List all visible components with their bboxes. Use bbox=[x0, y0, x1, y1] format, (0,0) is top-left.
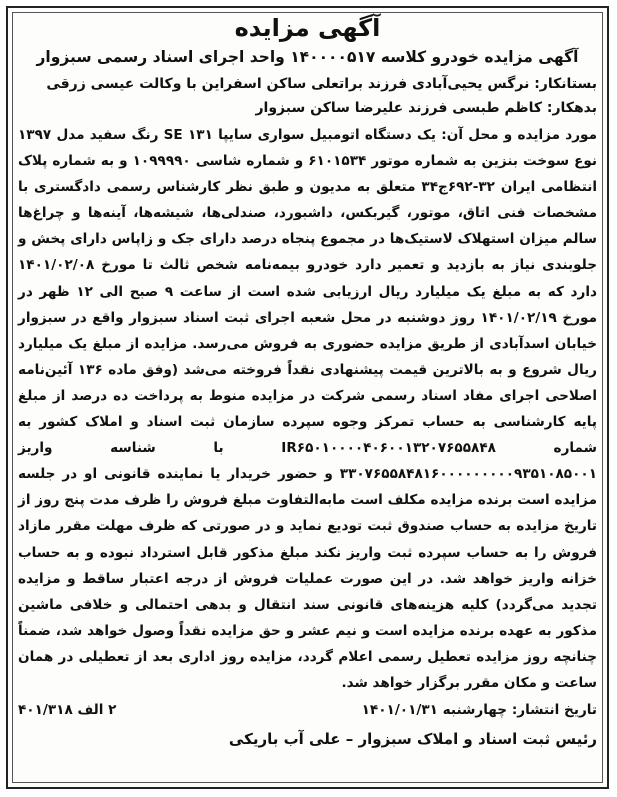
notice-subtitle: آگهی مزایده خودرو کلاسه ۱۴۰۰۰۰۵۱۷ واحد اجرای اسناد رسمی سبزوار bbox=[36, 48, 579, 66]
publish-date: تاریخ انتشار: چهارشنبه ۱۴۰۱/۰۱/۳۱ bbox=[361, 702, 597, 719]
notice-frame bbox=[6, 6, 609, 789]
signature-line: رئیس ثبت اسناد و املاک سبزوار – علی آب باریکی bbox=[228, 730, 597, 749]
notice-body: مورد مزایده و محل آن: یک دستگاه اتومبیل سواری سایپا ۱۳۱ SE رنگ سفید مدل ۱۳۹۷ نوع سوخت بنزین به شماره موتور ۶۱۰۱۵۳۴ و شماره شاسی ۱۰۹۹۹۹۰ و به شماره پلاک انتظامی ایران ۳۲-۶۹۲ج۳۴ متعلق به مدیون و طبق نظر کارشناس رسمی دادگستری با مشخصات فنی اتاق، موتور، گیربکس، داشبورد، صندلی‌ها، شیشه‌ها، آینه‌ها و چراغ‌ها سالم میزان استهلاک لاستیک‌ها در مجموع پنجاه درصد دارای جک و زاپاس دارای پخش و جلوبندی نیاز به بازدید و تعمیر دارد خودرو بیمه‌نامه شخص ثالث تا مورخ ۱۴۰۱/۰۲/۰۸ دارد که به مبلغ یک میلیارد ریال ارزیابی شده است از ساعت ۹ صبح الی ۱۲ ظهر در مورخ ۱۴۰۱/۰۲/۱۹ روز دوشنبه در محل شعبه اجرای ثبت اسناد سبزوار واقع در سبزوار خیابان اسدآبادی از طریق مزایده حضوری به فروش می‌رسد. مزایده از مبلغ یک میلیارد ریال شروع و به بالاترین قیمت پیشنهادی نقداً فروخته می‌شد (وفق ماده ۱۳۶ آئین‌نامه اصلاحی اجرای مفاد اسناد رسمی شرکت در مزایده منوط به پرداخت ده درصد از مبلغ پایه کارشناسی به حساب تمرکز وجوه سپرده سازمان ثبت اسناد و املاک کشور به شماره IR۶۵۰۱۰۰۰۰۴۰۶۰۰۱۳۲۰۷۶۵۵۸۴۸ با شناسه واریز ۳۳۰۷۶۵۵۸۴۸۱۶۰۰۰۰۰۰۰۰۰۹۳۵۱۰۸۵۰۰۱ و حضور خریدار یا نماینده قانونی او در جلسه مزایده است برنده مزایده مکلف است مابه‌التفاوت مبلغ فروش را ظرف مدت پنج روز از تاریخ مزایده به حساب صندوق ثبت تودیع نماید و در صورتی که ظرف مهلت مقرر مازاد فروش را به حساب سپرده ثبت واریز نکند مبلغ مذکور قابل استرداد نبوده و به حساب خزانه واریز خواهد شد. در این صورت عملیات فروش از درجه اعتبار ساقط و مزایده تجدید می‌گردد) کلیه هزینه‌های قانونی سند انتقال و بدهی احتمالی و خلافی ماشین مذکور به عهده برنده مزایده است و نیم عشر و حق مزایده نقداً وصول خواهد شد، ضمناً چنانچه روز مزایده تعطیل رسمی اعلام گردد، مزایده روز اداری بعد از تعطیلی در همان ساعت و مکان مقرر برگزار خواهد شد. bbox=[18, 127, 598, 691]
creditor-line: بستانکار: نرگس یحیی‌آبادی فرزند براتعلی ساکن اسفراین با وکالت عیسی زرقی bbox=[46, 76, 597, 92]
debtor-line: بدهکار: کاظم طبسی فرزند علیرضا ساکن سبزوار bbox=[255, 100, 597, 116]
reference-code: ۲ الف ۴۰۱/۳۱۸ bbox=[18, 702, 117, 719]
notice-content bbox=[18, 12, 597, 752]
publication-line bbox=[18, 698, 597, 722]
notice-title: آگهی مزایده bbox=[234, 14, 381, 42]
